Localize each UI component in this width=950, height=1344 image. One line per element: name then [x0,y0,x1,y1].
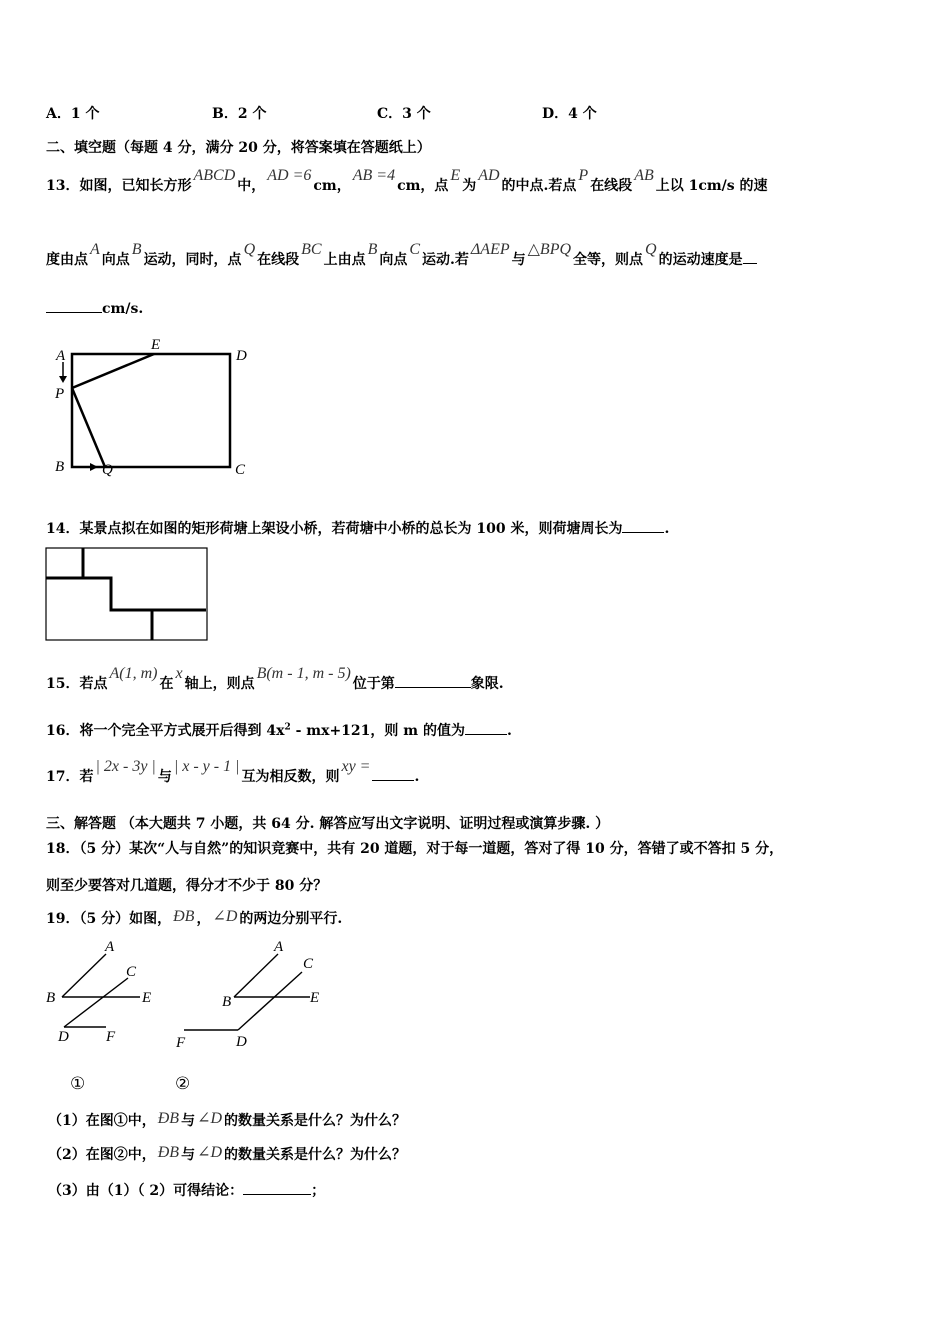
math-angle-b: ÐB [173,908,195,925]
math-bc: BC [301,241,322,258]
math-xy: xy = [341,758,371,775]
math-triangle-bpq: △BPQ [527,241,572,258]
label-d: D [236,348,247,364]
q13-line1 [46,167,768,195]
answer-blank [243,1182,311,1195]
math-abcd: ABCD [193,167,236,184]
fig2-label-b: B [222,994,232,1010]
fig1-label-a: A [105,939,115,955]
q19-part-text: 与 [181,1113,196,1129]
q19-part-text: （2）在图②中， [48,1147,156,1163]
q19-part-end: ； [311,1183,326,1199]
q14-end: . [664,521,670,537]
q15-text: 象限. [470,676,504,692]
answer-blank [395,675,471,688]
q19-part-text: 的数量关系是什么？为什么？ [224,1113,407,1129]
fig2-label-e: E [310,990,320,1006]
option-a: A．1 个 [46,106,100,122]
section3-heading: 三、解答题 （本大题共 7 小题，共 64 分. 解答应写出文字说明、证明过程或演算步骤. ） [46,816,610,832]
option-c: C．3 个 [377,106,431,122]
q14-line [46,518,669,538]
q15-text: 轴上，则点 [184,676,255,692]
section2-heading: 二、填空题（每题 4 分，满分 20 分，将答案填在答题纸上） [46,140,431,156]
ray-dc [238,972,302,1030]
math-b: B [131,241,142,258]
q18-line2: 则至少要答对几道题，得分才不少于 80 分？ [46,878,328,894]
q17-text: 17．若 [46,769,94,785]
q19-part2 [48,1144,406,1164]
math-triangle-aep: ΔAEP [470,241,510,258]
q19-text: ， [196,911,211,927]
label-p: P [55,386,65,402]
q14-figure [45,547,209,643]
q19-text: 的两边分别平行. [239,911,343,927]
q13-text: 在线段 [257,252,300,268]
q13-unit: cm/s. [102,301,144,317]
q13-text: 为 [462,178,477,194]
label-e: E [151,337,161,353]
math-e: E [450,167,461,184]
q13-text: 度由点 [46,252,88,268]
q15-text: 位于第 [352,676,395,692]
q19-line [46,908,342,928]
label-b: B [55,459,65,475]
q16-end: . [506,723,512,739]
answer-blank [465,722,507,735]
math-q: Q [243,241,256,258]
math-a: A [90,241,100,258]
q19-part3 [48,1180,325,1200]
q13-text: 上以 1cm/s 的速 [655,178,768,194]
fig2-label-a: A [274,939,284,955]
q19-part-text: （3）由（1）（ 2）可得结论： [48,1183,244,1199]
segment-pq [72,388,105,467]
fig2-label-d: D [236,1034,247,1050]
q17-text: 与 [157,769,172,785]
q13-text: 的中点.若点 [501,178,577,194]
answer-blank [622,520,664,533]
ray-ba [62,954,106,997]
math-ab: AB =4 [352,167,396,184]
q18-line1: 18．（5 分）某次“人与自然”的知识竞赛中，共有 20 道题，对于每一道题，答对了得 10 分，答错了或不答扣 5 分， [46,841,784,857]
q15-line [46,665,504,693]
q13-text: 向点 [379,252,408,268]
math-angle-b: ÐB [157,1144,180,1161]
math-angle-d: ∠D [197,1144,223,1161]
q17-line [46,758,420,786]
arrow-head-right [90,463,98,471]
fig2-caption: ② [175,1074,191,1094]
q19-part-text: 与 [181,1147,196,1163]
q13-text: cm， [313,178,351,194]
q13-figure [48,338,258,478]
fig1-caption: ① [70,1074,86,1094]
q19-part-text: （1）在图①中， [48,1113,156,1129]
math-point-a: A(1, m) [109,665,158,682]
q13-line2 [46,241,757,269]
math-abs-2x-3y: | 2x - 3y | [95,758,156,775]
q16-exponent: 2 [284,722,291,733]
fig1-label-f: F [106,1029,116,1045]
q13-text: 上由点 [323,252,366,268]
q17-end: . [414,769,420,785]
arrow-head-down [59,376,67,383]
math-ad: AD =6 [267,167,312,184]
math-ab: AB [634,167,654,184]
q16-text: - mx+121，则 m 的值为 [290,723,465,739]
q13-text: 在线段 [590,178,633,194]
q13-text: 运动.若 [422,252,469,268]
q13-text: 13．如图，已知长方形 [46,178,192,194]
q16-line [46,720,512,740]
math-b: B [367,241,378,258]
q13-text: cm，点 [397,178,449,194]
answer-blank [46,300,102,313]
segment-pe [72,354,154,388]
answer-blank [372,768,414,781]
label-c: C [235,462,246,478]
pond-rectangle [46,548,207,640]
fig2-label-f: F [176,1035,186,1051]
fig1-label-d: D [58,1029,69,1045]
option-b: B．2 个 [212,106,267,122]
q13-text: 全等，则点 [573,252,644,268]
q15-text: 15．若点 [46,676,108,692]
fig2-label-c: C [303,956,314,972]
math-angle-b: ÐB [157,1110,180,1127]
label-a: A [56,348,66,364]
ray-ba [234,954,278,997]
option-d: D．4 个 [542,106,597,122]
fig1-label-b: B [46,990,56,1006]
math-q: Q [645,241,657,258]
q15-text: 在 [159,676,174,692]
q13-text: 运动，同时，点 [143,252,242,268]
math-p: P [578,167,589,184]
q13-line3 [46,300,143,317]
label-q: Q [102,462,113,478]
q13-text: 中， [237,178,266,194]
q19-figure-1 [44,938,174,1048]
fig1-label-e: E [142,990,152,1006]
answer-blank [743,251,757,264]
fig1-label-c: C [126,964,137,980]
q19-part-text: 的数量关系是什么？为什么？ [224,1147,407,1163]
math-point-b: B(m - 1, m - 5) [256,665,351,682]
q13-text: 的运动速度是 [658,252,743,268]
q13-text: 与 [511,252,526,268]
math-ad: AD [478,167,500,184]
bridge-path [46,578,206,610]
math-c: C [409,241,421,258]
q19-text: 19．（5 分）如图， [46,911,172,927]
q17-text: 互为相反数，则 [241,769,340,785]
math-angle-d: ∠D [212,908,238,925]
q16-text: 16．将一个完全平方式展开后得到 4x [46,723,285,739]
q19-part1 [48,1110,406,1130]
q14-text: 14．某景点拟在如图的矩形荷塘上架设小桥，若荷塘中小桥的总长为 100 米，则荷塘周长为 [46,521,623,537]
q19-figure-2 [174,938,334,1051]
q13-text: 向点 [101,252,130,268]
rectangle-abcd [72,354,230,467]
math-abs-x-y-1: | x - y - 1 | [173,758,240,775]
math-x: x [175,665,183,682]
math-angle-d: ∠D [197,1110,223,1127]
